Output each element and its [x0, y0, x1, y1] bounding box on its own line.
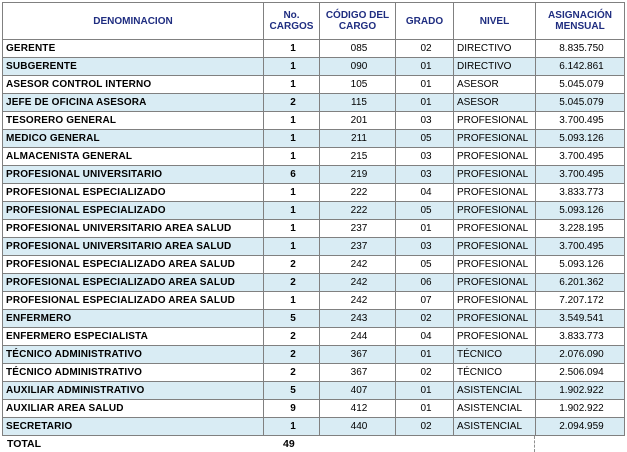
- cell-asignacion: 3.833.773: [536, 328, 625, 346]
- table-row: [3, 364, 625, 382]
- cell-codigo: 090: [320, 58, 396, 76]
- cell-grado: 04: [396, 328, 454, 346]
- cell-codigo: 242: [320, 274, 396, 292]
- cell-asignacion: 3.700.495: [536, 166, 625, 184]
- cell-asignacion: 2.094.959: [536, 418, 625, 436]
- cell-denominacion: ENFERMERO ESPECIALISTA: [3, 328, 264, 346]
- cell-no-cargos: 5: [264, 382, 320, 400]
- cell-codigo: 105: [320, 76, 396, 94]
- cell-denominacion: PROFESIONAL ESPECIALIZADO AREA SALUD: [3, 274, 264, 292]
- cell-nivel: TÉCNICO: [454, 346, 536, 364]
- salary-table-sheet: [2, 2, 624, 450]
- cell-denominacion: ALMACENISTA GENERAL: [3, 148, 264, 166]
- cell-codigo: 412: [320, 400, 396, 418]
- cell-no-cargos: 1: [264, 112, 320, 130]
- cell-grado: 06: [396, 274, 454, 292]
- cell-asignacion: 6.201.362: [536, 274, 625, 292]
- cell-no-cargos: 6: [264, 166, 320, 184]
- cell-codigo: 222: [320, 202, 396, 220]
- cell-grado: 02: [396, 418, 454, 436]
- table-row: [3, 346, 625, 364]
- cell-asignacion: 5.045.079: [536, 94, 625, 112]
- cell-no-cargos: 1: [264, 220, 320, 238]
- cell-no-cargos: 1: [264, 130, 320, 148]
- table-row: [3, 310, 625, 328]
- cell-codigo: 440: [320, 418, 396, 436]
- cell-nivel: PROFESIONAL: [454, 328, 536, 346]
- cell-asignacion: 7.207.172: [536, 292, 625, 310]
- cell-asignacion: 3.700.495: [536, 148, 625, 166]
- cell-denominacion: PROFESIONAL ESPECIALIZADO: [3, 202, 264, 220]
- cell-codigo: 085: [320, 40, 396, 58]
- table-row: [3, 148, 625, 166]
- table-row: [3, 166, 625, 184]
- cell-denominacion: PROFESIONAL ESPECIALIZADO AREA SALUD: [3, 292, 264, 310]
- cell-denominacion: AUXILIAR AREA SALUD: [3, 400, 264, 418]
- cell-asignacion: 3.833.773: [536, 184, 625, 202]
- cell-nivel: ASESOR: [454, 94, 536, 112]
- cell-grado: 07: [396, 292, 454, 310]
- cell-nivel: DIRECTIVO: [454, 58, 536, 76]
- table-body: [3, 40, 625, 436]
- cell-nivel: PROFESIONAL: [454, 130, 536, 148]
- cell-asignacion: 8.835.750: [536, 40, 625, 58]
- cell-denominacion: PROFESIONAL UNIVERSITARIO AREA SALUD: [3, 238, 264, 256]
- cell-codigo: 244: [320, 328, 396, 346]
- cell-asignacion: 3.700.495: [536, 238, 625, 256]
- cell-asignacion: 1.902.922: [536, 400, 625, 418]
- cell-nivel: ASISTENCIAL: [454, 418, 536, 436]
- cell-no-cargos: 1: [264, 58, 320, 76]
- total-row: [2, 436, 624, 452]
- cell-denominacion: ENFERMERO: [3, 310, 264, 328]
- cell-asignacion: 5.093.126: [536, 130, 625, 148]
- cell-grado: 05: [396, 130, 454, 148]
- cell-no-cargos: 5: [264, 310, 320, 328]
- cell-grado: 03: [396, 112, 454, 130]
- cell-codigo: 201: [320, 112, 396, 130]
- cell-codigo: 215: [320, 148, 396, 166]
- cell-asignacion: 3.549.541: [536, 310, 625, 328]
- cell-no-cargos: 2: [264, 274, 320, 292]
- table-row: [3, 274, 625, 292]
- positions-table: [2, 2, 625, 436]
- cell-nivel: PROFESIONAL: [454, 202, 536, 220]
- cell-asignacion: 6.142.861: [536, 58, 625, 76]
- header-no-cargos: No. CARGOS: [264, 3, 320, 40]
- cell-codigo: 367: [320, 346, 396, 364]
- cell-nivel: ASISTENCIAL: [454, 400, 536, 418]
- cell-codigo: 237: [320, 238, 396, 256]
- cell-codigo: 211: [320, 130, 396, 148]
- cell-nivel: ASISTENCIAL: [454, 382, 536, 400]
- cell-no-cargos: 2: [264, 346, 320, 364]
- table-row: [3, 292, 625, 310]
- cell-nivel: PROFESIONAL: [454, 238, 536, 256]
- cell-codigo: 219: [320, 166, 396, 184]
- cell-no-cargos: 1: [264, 184, 320, 202]
- cell-codigo: 367: [320, 364, 396, 382]
- cell-denominacion: PROFESIONAL ESPECIALIZADO AREA SALUD: [3, 256, 264, 274]
- cell-grado: 05: [396, 256, 454, 274]
- cell-nivel: ASESOR: [454, 76, 536, 94]
- cell-grado: 01: [396, 76, 454, 94]
- cell-asignacion: 5.093.126: [536, 202, 625, 220]
- cell-denominacion: MEDICO GENERAL: [3, 130, 264, 148]
- table-row: [3, 382, 625, 400]
- cell-grado: 01: [396, 346, 454, 364]
- cell-no-cargos: 9: [264, 400, 320, 418]
- cell-nivel: PROFESIONAL: [454, 148, 536, 166]
- cell-no-cargos: 1: [264, 76, 320, 94]
- cell-grado: 03: [396, 238, 454, 256]
- cell-no-cargos: 2: [264, 94, 320, 112]
- cell-nivel: DIRECTIVO: [454, 40, 536, 58]
- cell-denominacion: PROFESIONAL UNIVERSITARIO: [3, 166, 264, 184]
- cell-asignacion: 1.902.922: [536, 382, 625, 400]
- cell-nivel: PROFESIONAL: [454, 256, 536, 274]
- cell-nivel: PROFESIONAL: [454, 220, 536, 238]
- cell-no-cargos: 1: [264, 148, 320, 166]
- table-row: [3, 256, 625, 274]
- cell-asignacion: 5.045.079: [536, 76, 625, 94]
- cell-codigo: 243: [320, 310, 396, 328]
- cell-asignacion: 2.506.094: [536, 364, 625, 382]
- cell-asignacion: 5.093.126: [536, 256, 625, 274]
- cell-codigo: 222: [320, 184, 396, 202]
- table-row: [3, 400, 625, 418]
- cell-no-cargos: 2: [264, 328, 320, 346]
- cell-grado: 04: [396, 184, 454, 202]
- cell-no-cargos: 1: [264, 40, 320, 58]
- cell-denominacion: PROFESIONAL ESPECIALIZADO: [3, 184, 264, 202]
- cell-grado: 03: [396, 148, 454, 166]
- table-row: [3, 130, 625, 148]
- table-row: [3, 202, 625, 220]
- table-row: [3, 94, 625, 112]
- cell-codigo: 407: [320, 382, 396, 400]
- cell-grado: 02: [396, 310, 454, 328]
- cell-denominacion: ASESOR CONTROL INTERNO: [3, 76, 264, 94]
- header-codigo: CÓDIGO DEL CARGO: [320, 3, 396, 40]
- cell-grado: 05: [396, 202, 454, 220]
- cell-denominacion: TESORERO GENERAL: [3, 112, 264, 130]
- cell-codigo: 115: [320, 94, 396, 112]
- cell-no-cargos: 1: [264, 202, 320, 220]
- table-row: [3, 112, 625, 130]
- cell-denominacion: TÉCNICO ADMINISTRATIVO: [3, 364, 264, 382]
- cell-nivel: PROFESIONAL: [454, 292, 536, 310]
- table-row: [3, 58, 625, 76]
- total-label: TOTAL: [7, 438, 42, 450]
- cell-grado: 02: [396, 40, 454, 58]
- cell-nivel: TÉCNICO: [454, 364, 536, 382]
- cell-asignacion: 2.076.090: [536, 346, 625, 364]
- cell-denominacion: JEFE DE OFICINA ASESORA: [3, 94, 264, 112]
- cell-codigo: 242: [320, 256, 396, 274]
- cell-grado: 01: [396, 400, 454, 418]
- cell-no-cargos: 2: [264, 256, 320, 274]
- table-row: [3, 328, 625, 346]
- cell-grado: 01: [396, 382, 454, 400]
- cell-codigo: 237: [320, 220, 396, 238]
- header-denominacion: DENOMINACION: [3, 3, 264, 40]
- cell-denominacion: GERENTE: [3, 40, 264, 58]
- cell-nivel: PROFESIONAL: [454, 112, 536, 130]
- table-row: [3, 418, 625, 436]
- table-header-row: [3, 3, 625, 40]
- cell-no-cargos: 2: [264, 364, 320, 382]
- cell-asignacion: 3.700.495: [536, 112, 625, 130]
- cell-nivel: PROFESIONAL: [454, 274, 536, 292]
- cell-nivel: PROFESIONAL: [454, 310, 536, 328]
- cell-grado: 01: [396, 220, 454, 238]
- header-grado: GRADO: [396, 3, 454, 40]
- cell-no-cargos: 1: [264, 418, 320, 436]
- cell-denominacion: TÉCNICO ADMINISTRATIVO: [3, 346, 264, 364]
- table-row: [3, 76, 625, 94]
- cell-denominacion: PROFESIONAL UNIVERSITARIO AREA SALUD: [3, 220, 264, 238]
- cell-nivel: PROFESIONAL: [454, 184, 536, 202]
- cell-denominacion: SUBGERENTE: [3, 58, 264, 76]
- total-value: 49: [283, 438, 295, 450]
- cell-grado: 01: [396, 58, 454, 76]
- cell-nivel: PROFESIONAL: [454, 166, 536, 184]
- header-nivel: NIVEL: [454, 3, 536, 40]
- cell-denominacion: AUXILIAR ADMINISTRATIVO: [3, 382, 264, 400]
- header-asignacion: ASIGNACIÓN MENSUAL: [536, 3, 625, 40]
- table-row: [3, 220, 625, 238]
- table-row: [3, 184, 625, 202]
- cell-grado: 03: [396, 166, 454, 184]
- cell-no-cargos: 1: [264, 238, 320, 256]
- table-row: [3, 40, 625, 58]
- cell-no-cargos: 1: [264, 292, 320, 310]
- cell-asignacion: 3.228.195: [536, 220, 625, 238]
- cell-denominacion: SECRETARIO: [3, 418, 264, 436]
- total-divider: [534, 436, 535, 452]
- cell-grado: 01: [396, 94, 454, 112]
- cell-grado: 02: [396, 364, 454, 382]
- table-row: [3, 238, 625, 256]
- cell-codigo: 242: [320, 292, 396, 310]
